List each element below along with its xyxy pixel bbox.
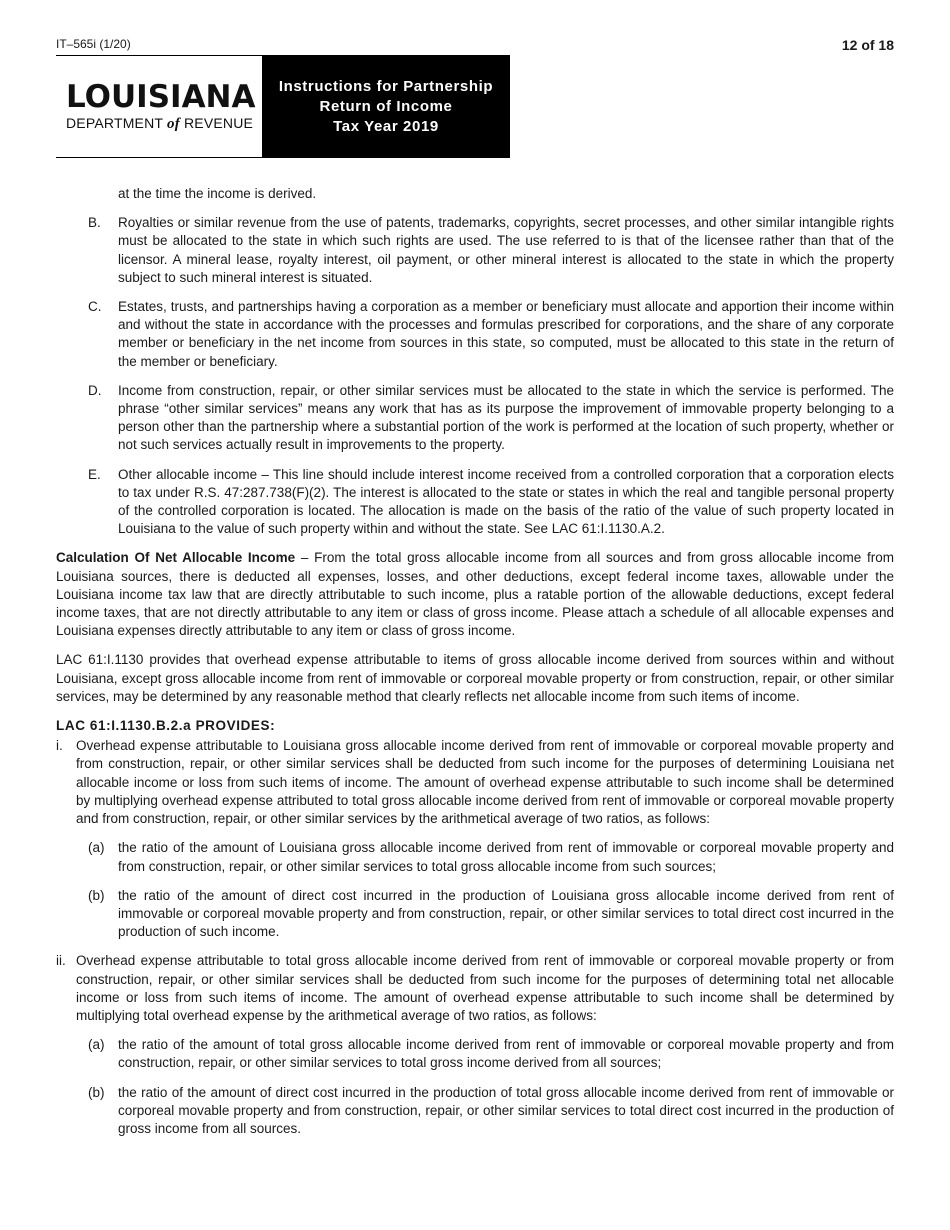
item-text: the ratio of the amount of direct cost incurred in the production of total gross allocable income derived from rent of immovable or corporeal movable property and from construction, repair, or other similar services to total direct cost incurred in the production of gross income from all sources. <box>118 1084 894 1136</box>
logo-of-word: of <box>167 115 180 132</box>
sub-item <box>56 887 894 942</box>
item-text: Income from construction, repair, or other similar services must be allocated to the state in which the service is performed. The phrase “other similar services” means any work that has as its purpose the improvement of immovable property belonging to a person other than the partnership where a substantial portion of the work is performed at the location of such property, whether or not such services actually result in improvements to the property. <box>118 382 894 453</box>
list-item <box>56 382 894 455</box>
document-header <box>56 55 510 158</box>
lac-paragraph: LAC 61:I.1130 provides that overhead expense attributable to items of gross allocable income derived from sources within and without Louisiana, except gross allocable income from rent of immovable or corporeal movable property or from construction, repair, or other similar services, may be determined by any reasonable method that clearly reflects net allocable income from such items of income. <box>56 652 894 704</box>
document-body <box>56 185 894 1149</box>
title-line-3: Tax Year 2019 <box>333 117 439 135</box>
continuation-text: at the time the income is derived. <box>118 186 317 201</box>
sub-item <box>56 1084 894 1139</box>
logo-department <box>66 115 262 133</box>
item-marker: E. <box>88 466 101 482</box>
item-marker: i. <box>56 738 63 754</box>
item-text: Overhead expense attributable to Louisiana gross allocable income derived from rent of immovable or corporeal movable property and from construction, repair, or other similar services shall be deducted from such income for the purposes of determining Louisiana net allocable income or loss from such items of income. The amount of overhead expense attributable to such income shall be determined by multiplying overhead expense attributed to total gross allocable income derived from rent of immovable or corporeal movable property and from construction, repair, or other similar services by the arithmetical average of two ratios, as follows: <box>76 738 894 827</box>
item-marker: (b) <box>88 887 105 903</box>
item-text: Estates, trusts, and partnerships having a corporation as a member or beneficiary must allocate and apportion their income within and without the state in accordance with the processes and formulas prescribed for corporations, and the share of any corporate member or beneficiary in the net income from sources in this state, so computed, must be allocated to this state in the return of the member or beneficiary. <box>118 299 894 369</box>
item-text: Royalties or similar revenue from the use of patents, trademarks, copyrights, secret processes, and other similar intangible rights must be allocated to the state in which such rights are used. The use referred to is that of the licensee rather than that of the licensor. A mineral lease, royalty interest, oil payment, or other mineral interest is allocated to the state in which the property subject to such mineral interest is situated. <box>118 215 894 285</box>
calculation-heading: Calculation Of Net Allocable Income <box>56 550 296 566</box>
item-marker: C. <box>88 299 102 315</box>
calculation-text: – From the total gross allocable income from all sources and from gross allocable income from Louisiana sources, there is deducted all expenses, losses, and other deductions, except federal income taxes, allowable under the Louisiana income tax law that are directly attributable to such income, plus a ratable portion of the allowable deductions, except federal income taxes, that are not directly attributable to any item or class of gross income. Please attach a schedule of all allocable expenses and Louisiana expenses directly attributable to any item or class of gross income. <box>56 550 894 639</box>
sub-item <box>56 839 894 875</box>
sub-item <box>56 1036 894 1072</box>
item-marker: B. <box>88 215 101 231</box>
list-item <box>56 214 894 287</box>
logo-revenue-word: REVENUE <box>184 114 254 131</box>
list-item <box>56 298 894 371</box>
item-marker: ii. <box>56 953 66 969</box>
form-id: IT–565i (1/20) <box>56 37 131 51</box>
item-text: the ratio of the amount of total gross allocable income derived from rent of immovable or corporeal movable property and from construction, repair, or other similar services to total gross income derived from all sources; <box>118 1037 894 1071</box>
section-title: LAC 61:I.1130.B.2.a PROVIDES: <box>56 718 276 734</box>
page-number: 12 of 18 <box>841 37 894 53</box>
item-text: the ratio of the amount of Louisiana gross allocable income derived from rent of immovable or corporeal movable property and from construction, repair, or other similar services to total gross allocable income from such sources; <box>118 840 894 874</box>
item-marker: (a) <box>88 1037 105 1053</box>
roman-item-ii <box>56 952 894 1025</box>
item-marker: (b) <box>88 1084 105 1100</box>
document-title <box>262 56 510 157</box>
title-line-1: Instructions for Partnership <box>278 77 494 95</box>
item-text: Overhead expense attributable to total gross allocable income derived from rent of immovable or corporeal movable property or from construction, repair, or other similar services shall be deducted from such income for the purposes of determining total net allocable income or loss from such items of income. The amount of overhead expense attributable to such income shall be determined by multiplying total overhead expense by the arithmetical average of two ratios, as follows: <box>76 953 894 1023</box>
calculation-paragraph <box>56 549 894 640</box>
list-item <box>56 466 894 539</box>
roman-item-i <box>56 737 894 828</box>
item-marker: (a) <box>88 840 105 856</box>
item-text: Other allocable income – This line should include interest income received from a controlled corporation that a corporation elects to tax under R.S. 47:287.738(F)(2). The interest is allocated to the state or states in which the real and tangible personal property of the controlled corporation is located. The allocation is made on the basis of the ratio of the value of such property located in Louisiana to the value of such property within and without the state. See LAC 61:I.1130.A.2. <box>118 466 894 537</box>
logo-department-word: DEPARTMENT <box>66 114 163 131</box>
item-marker: D. <box>88 382 102 398</box>
louisiana-revenue-logo <box>56 56 262 157</box>
logo-wordmark: LOUISIANA <box>66 78 256 115</box>
item-text: the ratio of the amount of direct cost incurred in the production of Louisiana gross allocable income derived from rent of immovable or corporeal movable property and from construction, repair, or other similar services to total direct cost incurred in the production of such income. <box>118 887 894 940</box>
title-line-2: Return of Income <box>319 97 453 115</box>
